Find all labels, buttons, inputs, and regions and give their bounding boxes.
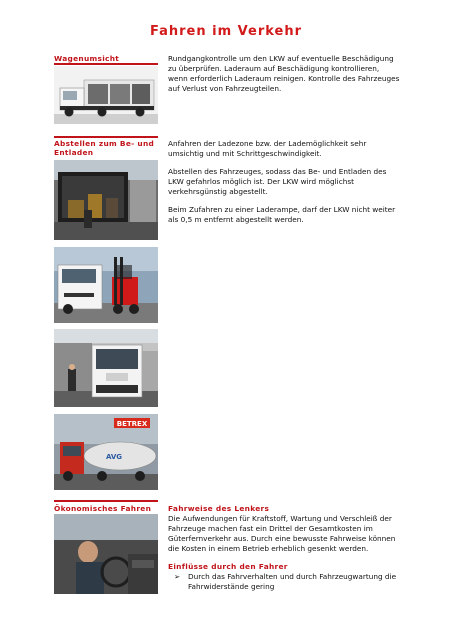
section-text-oekonomisches-fahren	[168, 504, 400, 592]
tanker-sign-text: BETREX	[116, 420, 148, 428]
bullet-text: Durch das Fahrverhalten und durch Fahrzeugwartung die Fahrwiderstände gering	[188, 572, 397, 591]
photo-tanker	[54, 414, 158, 490]
subheading-einfluesse: Einflüsse durch den Fahrer	[168, 562, 288, 571]
section-text-abstellen	[168, 139, 400, 233]
photo-cab-interior	[54, 514, 158, 594]
section-divider	[54, 500, 158, 502]
photo-truck-side	[54, 66, 158, 124]
paragraph: Anfahren der Ladezone bzw. der Lademöglichkeit sehr umsichtig und mit Schrittgeschwindigkeit.	[168, 139, 367, 158]
paragraph: Abstellen des Fahrzeuges, sodass das Be- und Entladen des LKW gefahrlos möglich ist. Der LKW wird möglichst verkehrsgünstig abgestellt.	[168, 167, 387, 196]
photo-forklift	[54, 247, 158, 323]
paragraph: Rundgangkontrolle um den LKW auf eventuelle Beschädigung zu überprüfen. Laderaum auf Beschädigung kontrollieren, wenn erforderlich Laderaum reinigen. Kontrolle des Fahrzeuges auf Verlust von Fahrzeugteilen.	[168, 54, 400, 93]
bullet-item	[174, 572, 400, 592]
section-label-abstellen: Abstellen zum Be- und Entladen	[54, 139, 155, 157]
paragraph: Beim Zufahren zu einer Laderampe, darf der LKW nicht weiter als 0,5 m entfernt abgestellt werden.	[168, 205, 396, 224]
subheading-fahrweise: Fahrweise des Lenkers	[168, 504, 270, 513]
paragraph: Die Aufwendungen für Kraftstoff, Wartung und Verschleiß der Fahrzeuge machen fast ein Drittel der Gesamtkosten im Güterfernverkehr aus. Durch eine bewusste Fahrweise können die Kosten in einem Betrieb erheblich gesenkt werden.	[168, 514, 396, 553]
section-divider	[54, 136, 158, 138]
tanker-brand-text: AVG	[105, 453, 123, 461]
photo-man-truck	[54, 329, 158, 407]
section-divider	[54, 63, 158, 65]
section-text-wagenumsicht	[168, 54, 400, 102]
photo-loading-ramp	[54, 160, 158, 240]
section-label-wagenumsicht: Wagenumsicht	[54, 54, 120, 63]
arrow-bullet-icon: ➢	[174, 572, 181, 581]
section-label-oekonomisches-fahren: Ökonomisches Fahren	[54, 504, 152, 513]
page-title: Fahren im Verkehr	[149, 24, 303, 39]
